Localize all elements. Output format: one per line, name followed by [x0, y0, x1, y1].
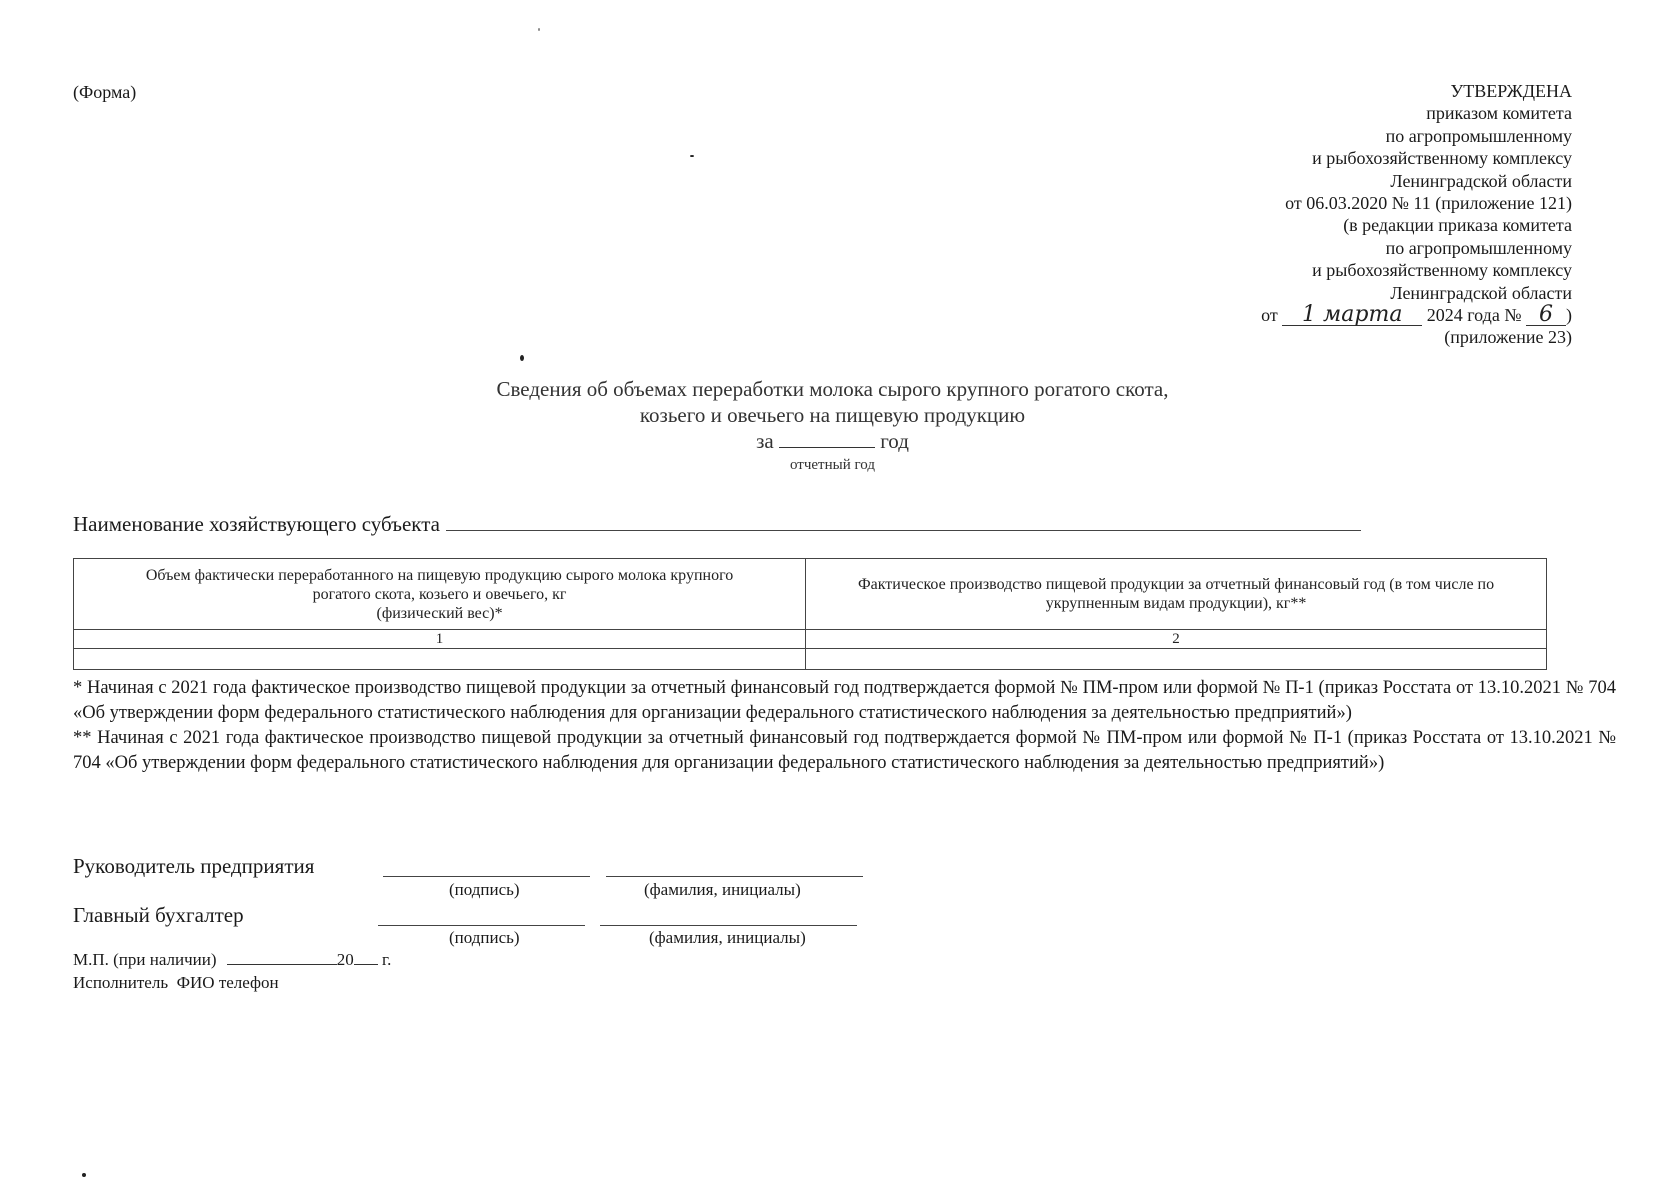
approval-line: и рыбохозяйственному комплексу [1312, 260, 1572, 281]
table-header-row [74, 559, 1547, 630]
period-suffix: год [880, 429, 909, 453]
footnote-2: ** Начиная с 2021 года фактическое производство пищевой продукции за отчетный финансовый год подтверждается формой № ПМ-пром или формой № П-1 (приказ Росстата от 13.10.2021 № 704 «Об утверждении форм федерального статистического наблюдения для организации федерального статистического наблюдения за деятельностью предприятий») [73, 728, 1616, 773]
period-prefix: за [756, 429, 774, 453]
head-signature-line[interactable] [383, 876, 590, 877]
date-middle: 2024 года № [1426, 305, 1522, 326]
title-period [0, 428, 1665, 454]
column-header-2: Фактическое производство пищевой продукции за отчетный финансовый год (в том числе по укрупненным видам продукции), кг** [806, 559, 1547, 630]
year-blank-field[interactable] [354, 950, 378, 965]
column-number-1: 1 [74, 630, 806, 649]
column-header-text: рогатого скота, козьего и овечьего, кг [312, 585, 567, 603]
accountant-signature-caption: (подпись) [449, 928, 520, 947]
entity-name-field[interactable] [446, 510, 1361, 531]
date-prefix: от [1261, 305, 1278, 326]
footnote-1: * Начиная с 2021 года фактическое производство пищевой продукции за отчетный финансовый год подтверждается формой № ПМ-пром или формой № П-1 (приказ Росстата от 13.10.2021 № 704 «Об утверждении форм федерального статистического наблюдения для организации федерального статистического наблюдения за деятельностью предприятий») [73, 678, 1616, 723]
scan-speck [82, 1173, 86, 1177]
handwritten-number: 6 [1526, 305, 1566, 326]
period-caption: отчетный год [790, 457, 875, 473]
year-prefix: 20 [336, 950, 354, 969]
head-signature-caption: (подпись) [449, 880, 520, 899]
approval-line: Ленинградской области [1390, 170, 1572, 191]
table-row [74, 649, 1547, 670]
column-header-text: Объем фактически переработанного на пищевую продукцию сырого молока крупного [145, 566, 734, 584]
approval-appendix: (приложение 23) [1444, 327, 1572, 348]
approval-date-line [1012, 304, 1572, 326]
entity-label: Наименование хозяйствующего субъекта [73, 512, 440, 536]
table-cell-2[interactable] [806, 649, 1547, 670]
document-title [0, 376, 1665, 474]
stamp-row [73, 950, 391, 970]
table-number-row [74, 630, 1547, 649]
footnotes [73, 676, 1616, 776]
column-header-text: (физический вес)* [376, 604, 503, 622]
approval-line: Ленинградской области [1390, 282, 1572, 303]
column-header-1 [74, 559, 806, 630]
date-suffix: ) [1566, 305, 1572, 326]
form-label: (Форма) [73, 82, 137, 102]
stamp-label: М.П. (при наличии) [73, 950, 217, 969]
handwritten-date: 1 марта [1282, 305, 1422, 326]
period-blank-field[interactable] [779, 429, 875, 448]
date-blank-field[interactable] [227, 950, 337, 965]
scan-speck [690, 155, 694, 157]
title-line-1: Сведения об объемах переработки молока сырого крупного рогатого скота, [496, 377, 1169, 401]
approval-line: по агропромышленному [1385, 237, 1572, 258]
executor-label: Исполнитель ФИО телефон [73, 973, 279, 992]
scan-speck [538, 28, 540, 31]
table-cell-1[interactable] [74, 649, 806, 670]
column-number-2: 2 [806, 630, 1547, 649]
approval-line: приказом комитета [1426, 103, 1572, 124]
scan-speck [520, 355, 524, 361]
approval-block [1012, 80, 1572, 349]
approval-line: от 06.03.2020 № 11 (приложение 121) [1285, 193, 1572, 214]
head-name-caption: (фамилия, инициалы) [644, 880, 801, 899]
data-table [73, 558, 1547, 670]
approval-line: по агропромышленному [1385, 125, 1572, 146]
accountant-signature-line[interactable] [378, 925, 585, 926]
accountant-label: Главный бухгалтер [73, 903, 244, 927]
head-name-line[interactable] [606, 876, 863, 877]
accountant-name-line[interactable] [600, 925, 857, 926]
year-suffix: г. [382, 950, 392, 969]
entity-name-row [73, 510, 1361, 537]
accountant-name-caption: (фамилия, инициалы) [649, 928, 806, 947]
title-line-2: козьего и овечьего на пищевую продукцию [639, 403, 1026, 427]
head-label: Руководитель предприятия [73, 854, 315, 878]
approval-line: и рыбохозяйственному комплексу [1312, 148, 1572, 169]
approval-line: (в редакции приказа комитета [1343, 215, 1572, 236]
approval-heading: УТВЕРЖДЕНА [1450, 81, 1572, 101]
